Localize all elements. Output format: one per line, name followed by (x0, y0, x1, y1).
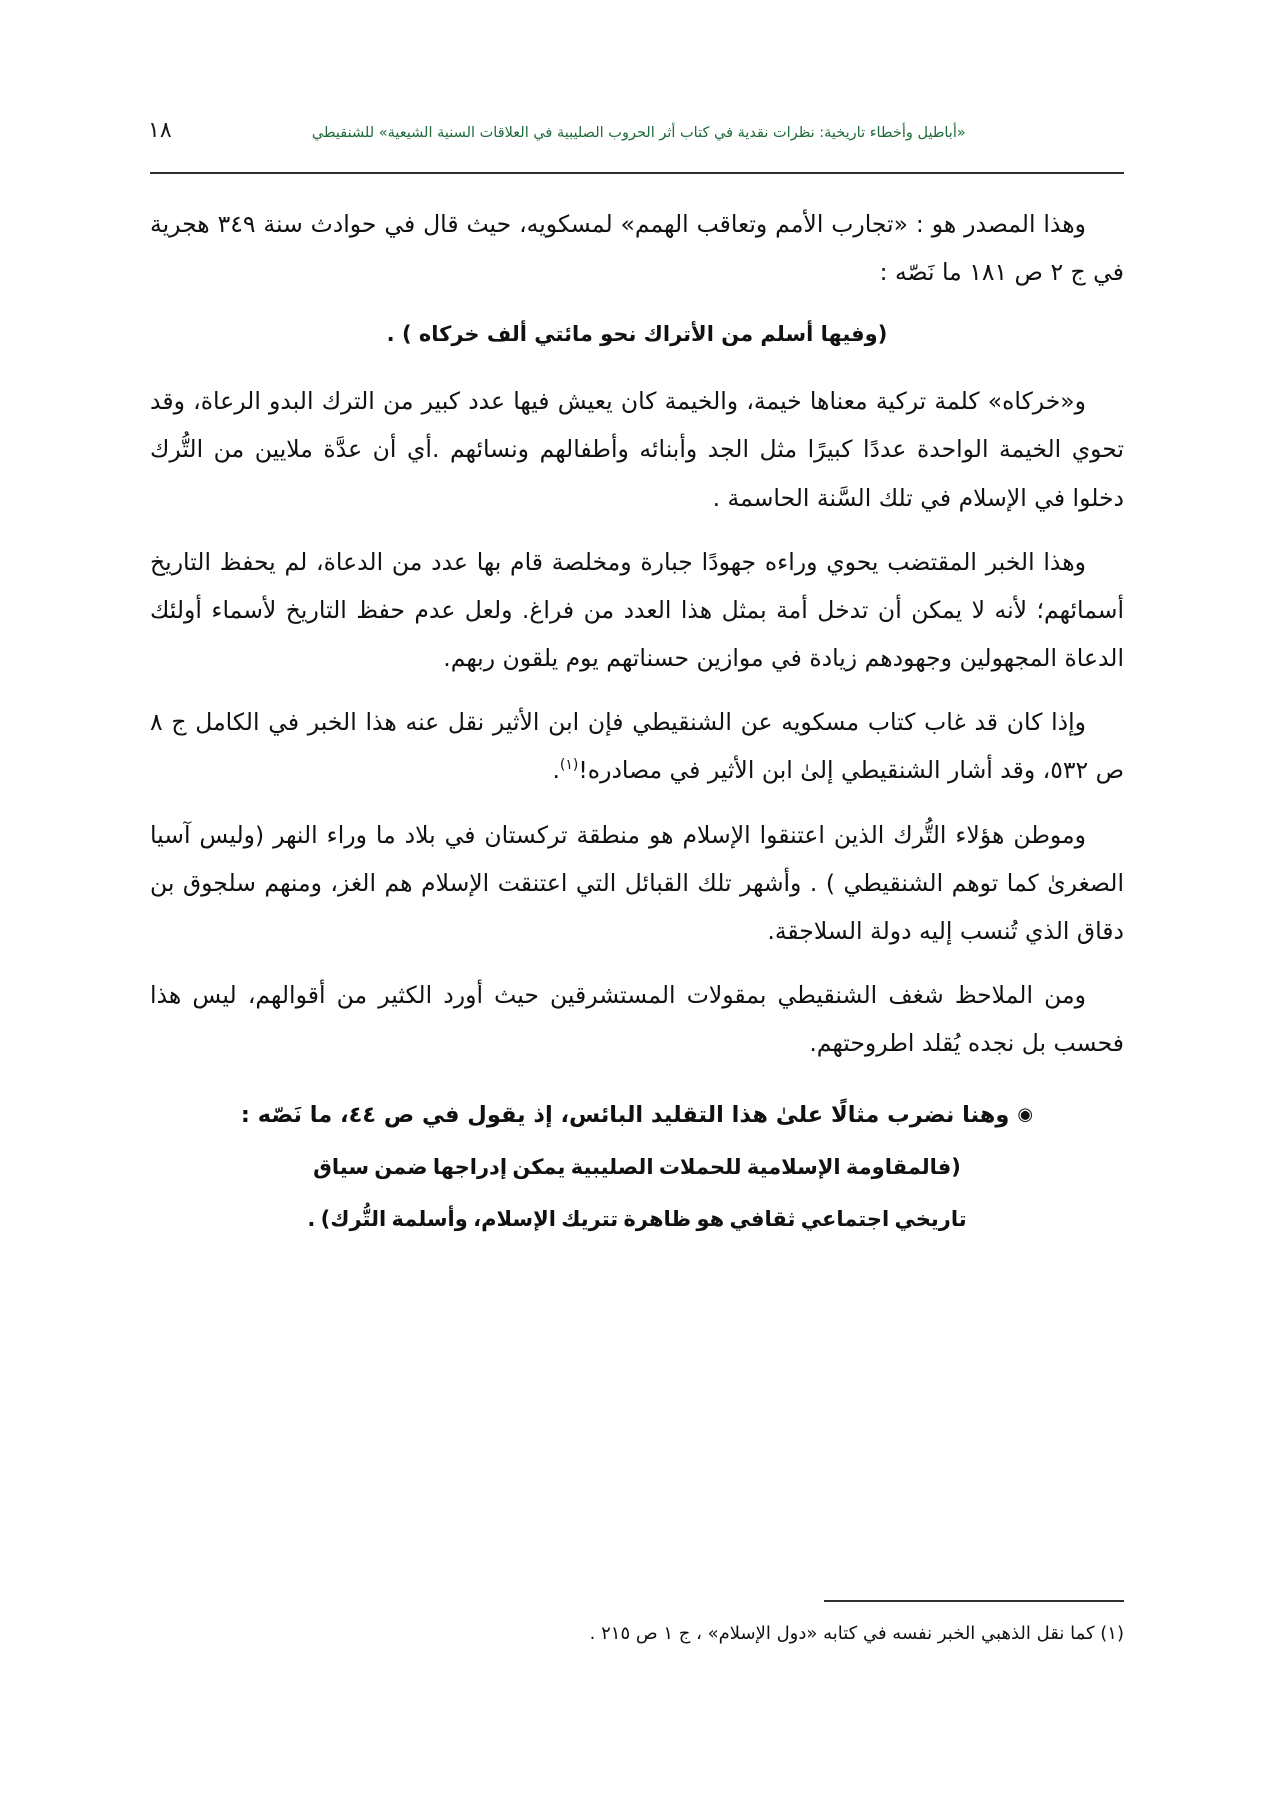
paragraph-4 (150, 698, 1124, 794)
running-title: «أباطيل وأخطاء تاريخية: نظرات نقدية في كتاب أثر الحروب الصليبية في العلاقات السنية الشيعية» للشنقيطي (311, 125, 966, 141)
paragraph-5: وموطن هؤلاء التُّرك الذين اعتنقوا الإسلام هو منطقة تركستان في بلاد ما وراء النهر (وليس آسيا الصغرىٰ كما توهم الشنقيطي ) . وأشهر تلك القبائل التي اعتنقت الإسلام هم الغز، ومنهم سلجوق بن دقاق الذي تُنسب إليه دولة السلاجقة. (150, 820, 1124, 945)
emphasis-text: وهنا نضرب مثالًا علىٰ هذا التقليد البائس، إذ يقول في ص ٤٤، ما نَصّه : (240, 1101, 1010, 1128)
blockquote-line-1: (فالمقاومة الإسلامية للحملات الصليبية يمكن إدراجها ضمن سياق (313, 1155, 961, 1180)
footnote-text: (١) كما نقل الذهبي الخبر نفسه في كتابه «دول الإسلام» ، ج ١ ص ٢١٥ . (589, 1622, 1124, 1644)
footnote-marker: (١) (559, 757, 579, 774)
page-body (150, 200, 1124, 1244)
header-divider (150, 172, 1124, 174)
blockquote-line-2: تاريخي اجتماعي ثقافي هو ظاهرة تتريك الإسلام، وأسلمة التُّرك) . (307, 1207, 967, 1232)
bullet-icon: ◉ (1017, 1103, 1034, 1125)
verse-quote: (وفيها أسلم من الأتراك نحو مائتي ألف خركاه ) . (386, 322, 888, 347)
paragraph-4-tail: . (552, 756, 560, 785)
emphasis-line (150, 1094, 1124, 1137)
paragraph-6: ومن الملاحظ شغف الشنقيطي بمقولات المستشرقين حيث أورد الكثير من أقوالهم، ليس هذا فحسب بل نجده يُقلد اطروحتهم. (150, 981, 1124, 1058)
footnote-section (150, 1600, 1124, 1650)
paragraph-1: وهذا المصدر هو : «تجارب الأمم وتعاقب الهمم» لمسكويه، حيث قال في حوادث سنة ٣٤٩ هجرية في ج ٢ ص ١٨١ ما نَصّه : (150, 210, 1124, 287)
paragraph-2: و«خركاه» كلمة تركية معناها خيمة، والخيمة كان يعيش فيها عدد كبير من الترك البدو الرعاة، وقد تحوي الخيمة الواحدة عددًا كبيرًا مثل الجد وأبنائه وأطفالهم ونسائهم .أي أن عدَّة ملايين من التُّرك دخلوا في الإسلام في تلك السَّنة الحاسمة . (150, 387, 1124, 512)
page-header (148, 118, 1126, 143)
page-number: ١٨ (148, 118, 172, 143)
paragraph-3: وهذا الخبر المقتضب يحوي وراءه جهودًا جبارة ومخلصة قام بها عدد من الدعاة، لم يحفظ التاريخ أسمائهم؛ لأنه لا يمكن أن تدخل أمة بمثل هذا العدد من فراغ. ولعل عدم حفظ التاريخ لأسماء أولئك الدعاة المجهولين وجهودهم زيادة في موازين حسناتهم يوم يلقون ربهم. (150, 547, 1124, 673)
footnote-divider (824, 1600, 1124, 1602)
paragraph-4-text: وإذا كان قد غاب كتاب مسكويه عن الشنقيطي فإن ابن الأثير نقل عنه هذا الخبر في الكامل ج ٨ ص ٥٣٢، وقد أشار الشنقيطي إلىٰ ابن الأثير في مصادره! (150, 708, 1124, 785)
